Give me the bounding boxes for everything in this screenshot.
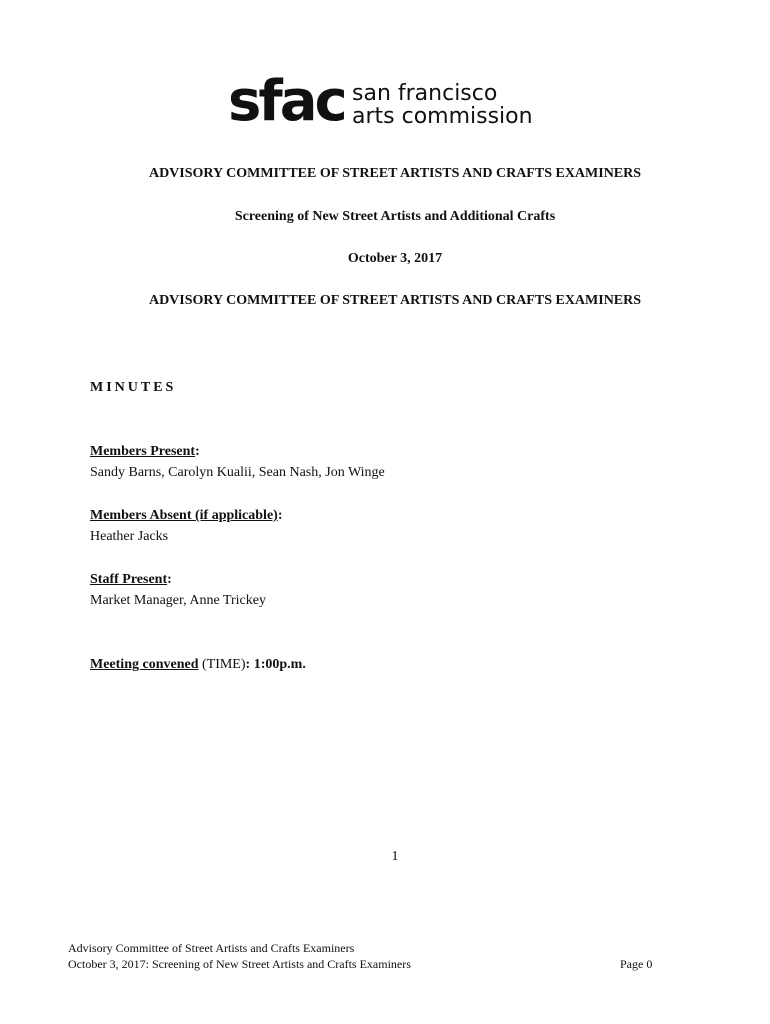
logo-line-1: san francisco: [352, 81, 498, 106]
members-absent-label: Members Absent (if applicable): [90, 508, 278, 523]
meeting-time-placeholder: (TIME): [201, 657, 246, 672]
staff-present-label: Staff Present: [90, 572, 168, 587]
header-title-repeat: ADVISORY COMMITTEE OF STREET ARTISTS AND CRAFTS EXAMINERS: [148, 293, 642, 308]
members-absent-value: Heather Jacks: [90, 529, 169, 544]
members-present-value: Sandy Barns, Carolyn Kualii, Sean Nash, Jon Winge: [90, 465, 385, 480]
minutes-heading: MINUTES: [90, 380, 177, 395]
meeting-time: 1:00p.m.: [253, 657, 306, 672]
staff-present-label-wrap: Staff Present:: [90, 572, 172, 587]
footer-line-2: October 3, 2017: Screening of New Street Artists and Crafts Examiners: [68, 957, 411, 971]
page-number: 1: [391, 849, 399, 864]
meeting-convened-label: Meeting convened: [90, 657, 199, 672]
logo-mark: sfac: [228, 69, 345, 134]
members-absent-label-wrap: Members Absent (if applicable):: [90, 508, 283, 523]
header-title: ADVISORY COMMITTEE OF STREET ARTISTS AND CRAFTS EXAMINERS: [148, 166, 642, 181]
sfac-logo: [228, 70, 548, 134]
header-date: October 3, 2017: [347, 251, 443, 266]
logo-line-2: arts commission: [352, 104, 533, 129]
members-present-label: Members Present: [90, 444, 196, 459]
footer-line-1: Advisory Committee of Street Artists and Crafts Examiners: [68, 941, 355, 955]
logo-text: [352, 82, 533, 128]
footer-page-label: Page 0: [620, 957, 653, 971]
meeting-convened: Meeting convened (TIME): 1:00p.m.: [90, 657, 306, 672]
footer-left: [68, 940, 411, 972]
staff-present-value: Market Manager, Anne Trickey: [90, 593, 266, 608]
members-present-label-wrap: Members Present:: [90, 444, 200, 459]
header-subtitle: Screening of New Street Artists and Additional Crafts: [234, 209, 556, 224]
